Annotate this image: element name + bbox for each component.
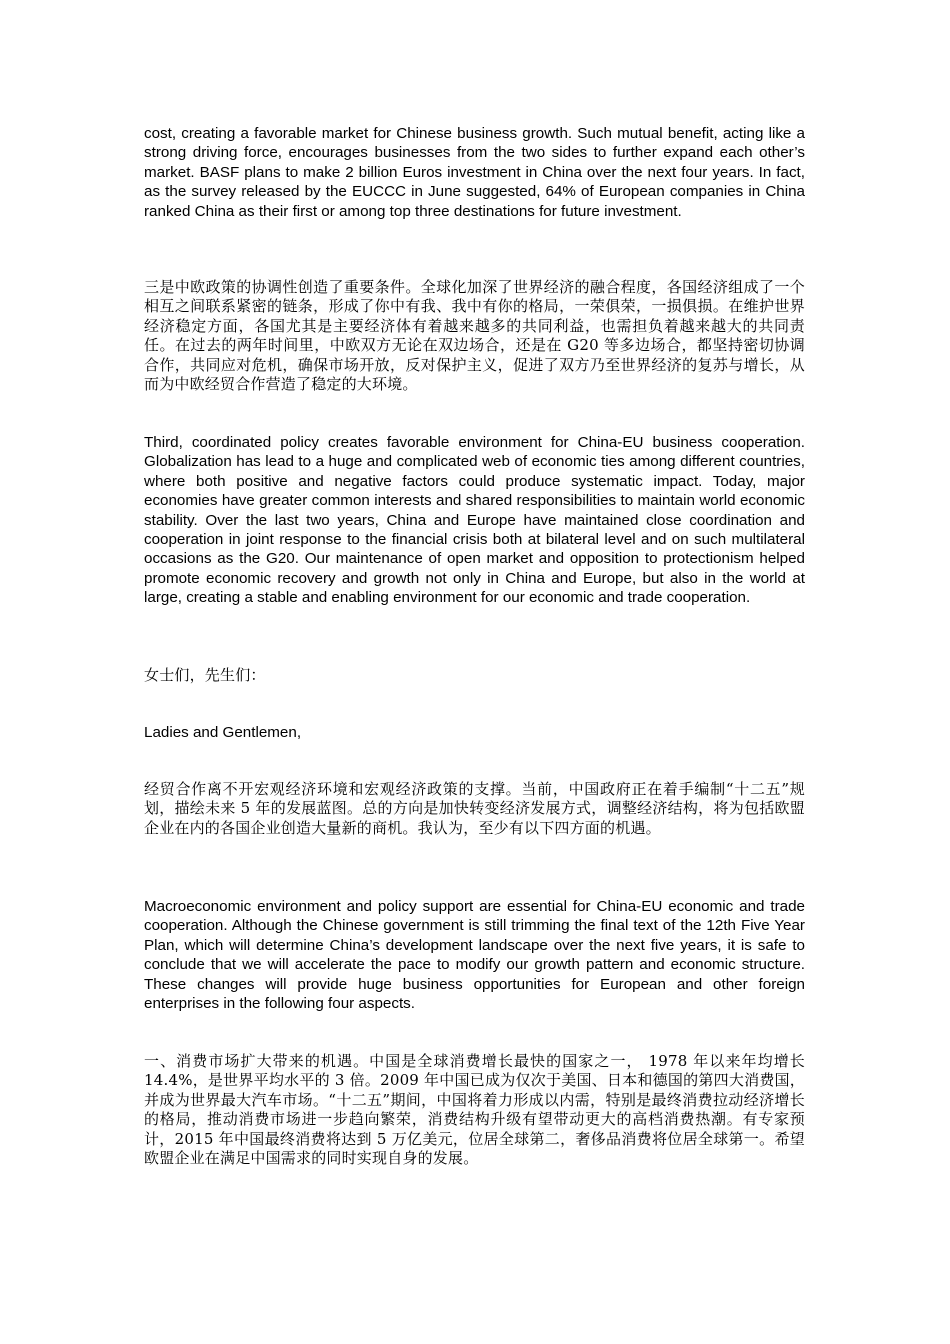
paragraph-en-mutual-benefit: cost, creating a favorable market for Chinese business growth. Such mutual benefit, acting like a strong driving force, encourages businesses from the two sides to further expand each other’s market. BASF plans to make 2 billion Euros investment in China over the next four years. In fact, as the survey released by the EUCCC in June suggested, 64% of European companies in China ranked China as their first or among top three destinations for future investment. [144, 125, 805, 220]
paragraph-zh-macroeconomic: 经贸合作离不开宏观经济环境和宏观经济政策的支撑。当前，中国政府正在着手编制“十二五”规划，描绘未来 5 年的发展蓝图。总的方向是加快转变经济发展方式，调整经济结构，将为包括欧盟企业在内的各国企业创造大量新的商机。我认为，至少有以下四方面的机遇。 [144, 780, 805, 837]
paragraph-zh-greeting: 女士们，先生们： [144, 666, 266, 684]
paragraph-zh-policy-coordination: 三是中欧政策的协调性创造了重要条件。全球化加深了世界经济的融合程度，各国经济组成了一个相互之间联系紧密的链条，形成了你中有我、我中有你的格局，一荣俱荣，一损俱损。在维护世界经济稳定方面，各国尤其是主要经济体有着越来越多的共同利益，也需担负着越来越大的共同责任。在过去的两年时间里，中欧双方无论在双边场合，还是在 G20 等多边场合，都坚持密切协调合作，共同应对危机，确保市场开放，反对保护主义，促进了双方乃至世界经济的复苏与增长，从而为中欧经贸合作营造了稳定的大环境。 [144, 278, 805, 394]
paragraph-zh-consumer-market: 一、消费市场扩大带来的机遇。中国是全球消费增长最快的国家之一， 1978 年以来年均增长 14.4%，是世界平均水平的 3 倍。2009 年中国已成为仅次于美国、日本和德国的第四大消费国，并成为世界最大汽车市场。“十二五”期间，中国将着力形成以内需，特别是最终消费拉动经济增长的格局，推动消费市场进一步趋向繁荣，消费结构升级有望带动更大的高档消费热潮。有专家预计，2015 年中国最终消费将达到 5 万亿美元，位居全球第二，奢侈品消费将位居全球第一。希望欧盟企业在满足中国需求的同时实现自身的发展。 [144, 1052, 805, 1168]
paragraph-en-coordinated-policy: Third, coordinated policy creates favorable environment for China-EU business cooperation. Globalization has lead to a huge and complicated web of economic ties among different countries, where both positive and negative factors could produce systematic impact. Today, major economies have greater common interests and shared responsibilities to maintain world economic stability. Over the last two years, China and Europe have maintained close coordination and cooperation in joint response to the financial crisis both at bilateral level and on such multilateral occasions as the G20. Our maintenance of open market and opposition to protectionism helped promote economic recovery and growth not only in China and Europe, but also in the world at large, creating a stable and enabling environment for our economic and trade cooperation. [144, 434, 805, 607]
paragraph-en-greeting: Ladies and Gentlemen, [144, 724, 302, 741]
paragraph-en-macroeconomic: Macroeconomic environment and policy support are essential for China-EU economic and trade cooperation. Although the Chinese government is still trimming the final text of the 12th Five Year Plan, which will determine China’s development landscape over the next five years, it is safe to conclude that we will accelerate the pace to modify our growth pattern and economic structure. These changes will provide huge business opportunities for European and other foreign enterprises in the following four aspects. [144, 898, 805, 1013]
